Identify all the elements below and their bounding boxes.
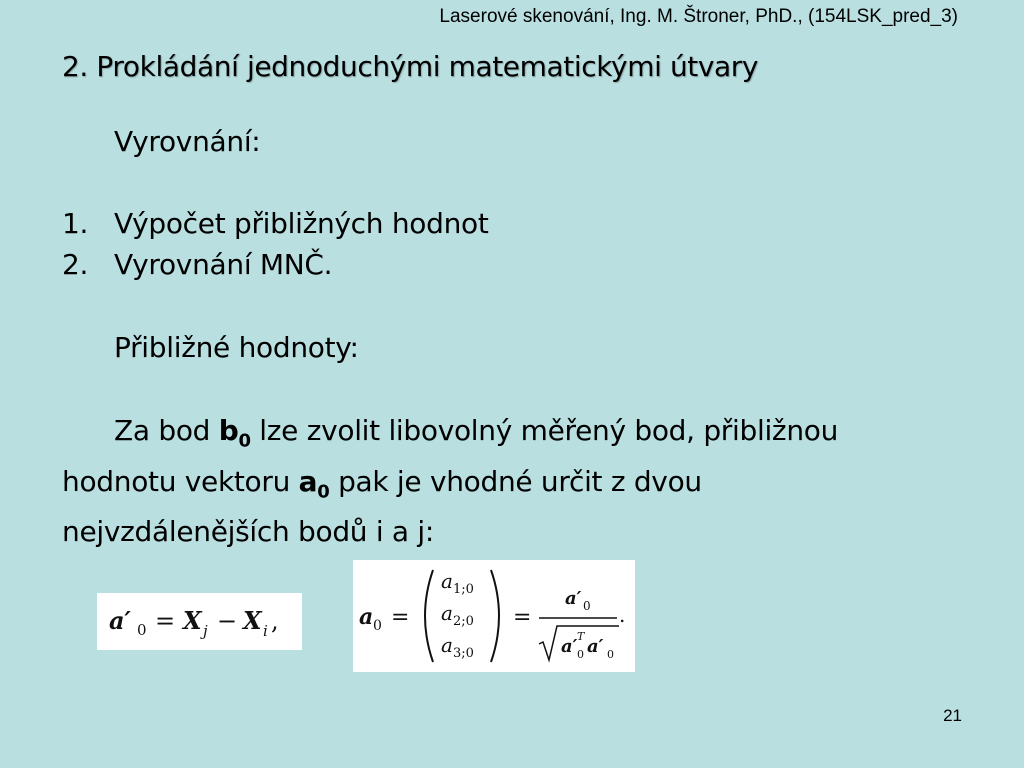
svg-text:a: a [441,601,453,625]
f1-lhs: a′ [109,606,131,635]
svg-text:2;0: 2;0 [453,614,474,629]
svg-text:1;0: 1;0 [453,582,474,597]
svg-text:.: . [619,603,626,627]
svg-text:0: 0 [577,648,584,661]
svg-text:j: j [203,622,208,640]
formula-a0-prime [97,593,302,650]
vector-a0: $a_0$ [298,464,330,503]
svg-text:a: a [359,604,374,630]
subheading-adjustment: Vyrovnání: [114,125,261,158]
svg-text:X: X [243,606,262,635]
svg-text:=: = [155,607,176,635]
svg-text:=: = [391,605,410,630]
svg-text:0: 0 [137,621,147,639]
svg-text:−: − [217,607,238,635]
subheading-approx-values: Přibližné hodnoty: [114,331,359,364]
svg-text:T: T [577,630,585,643]
step-1-number: 1. [62,207,89,240]
svg-text:0: 0 [607,648,614,661]
svg-text:0: 0 [373,618,382,634]
step-1 [62,207,489,240]
svg-text:=: = [513,605,532,630]
svg-text:,: , [271,607,279,635]
svg-text:a: a [441,569,453,593]
step-2-text: Vyrovnání MNČ. [114,248,333,281]
explanation-paragraph: Za bod $b_0$ lze zvolit libovolný měřený bod, přibližnou hodnotu vektoru $a_0$ pak je vhodné určit z dvou nejvzdálenějších bodů i a j: [62,414,839,549]
svg-text:3;0: 3;0 [453,646,474,661]
svg-text:a′: a′ [561,636,578,657]
svg-text:i: i [263,622,268,640]
svg-text:X: X [183,606,202,635]
slide-header: Laserové skenování, Ing. M. Štroner, PhD., (154LSK_pred_3) [439,6,958,27]
formula-a0-normalized [353,560,635,672]
step-2 [62,248,332,281]
page-number: 21 [943,706,962,725]
svg-text:a: a [441,633,453,657]
slide-title: 2. Prokládání jednoduchými matematickými útvary [62,50,759,83]
step-1-text: Výpočet přibližných hodnot [114,207,489,240]
step-2-number: 2. [62,248,89,281]
svg-text:a′: a′ [565,588,582,609]
svg-text:0: 0 [583,599,591,613]
vector-b0: $b_0$ [218,414,251,452]
svg-text:a′: a′ [587,636,604,657]
